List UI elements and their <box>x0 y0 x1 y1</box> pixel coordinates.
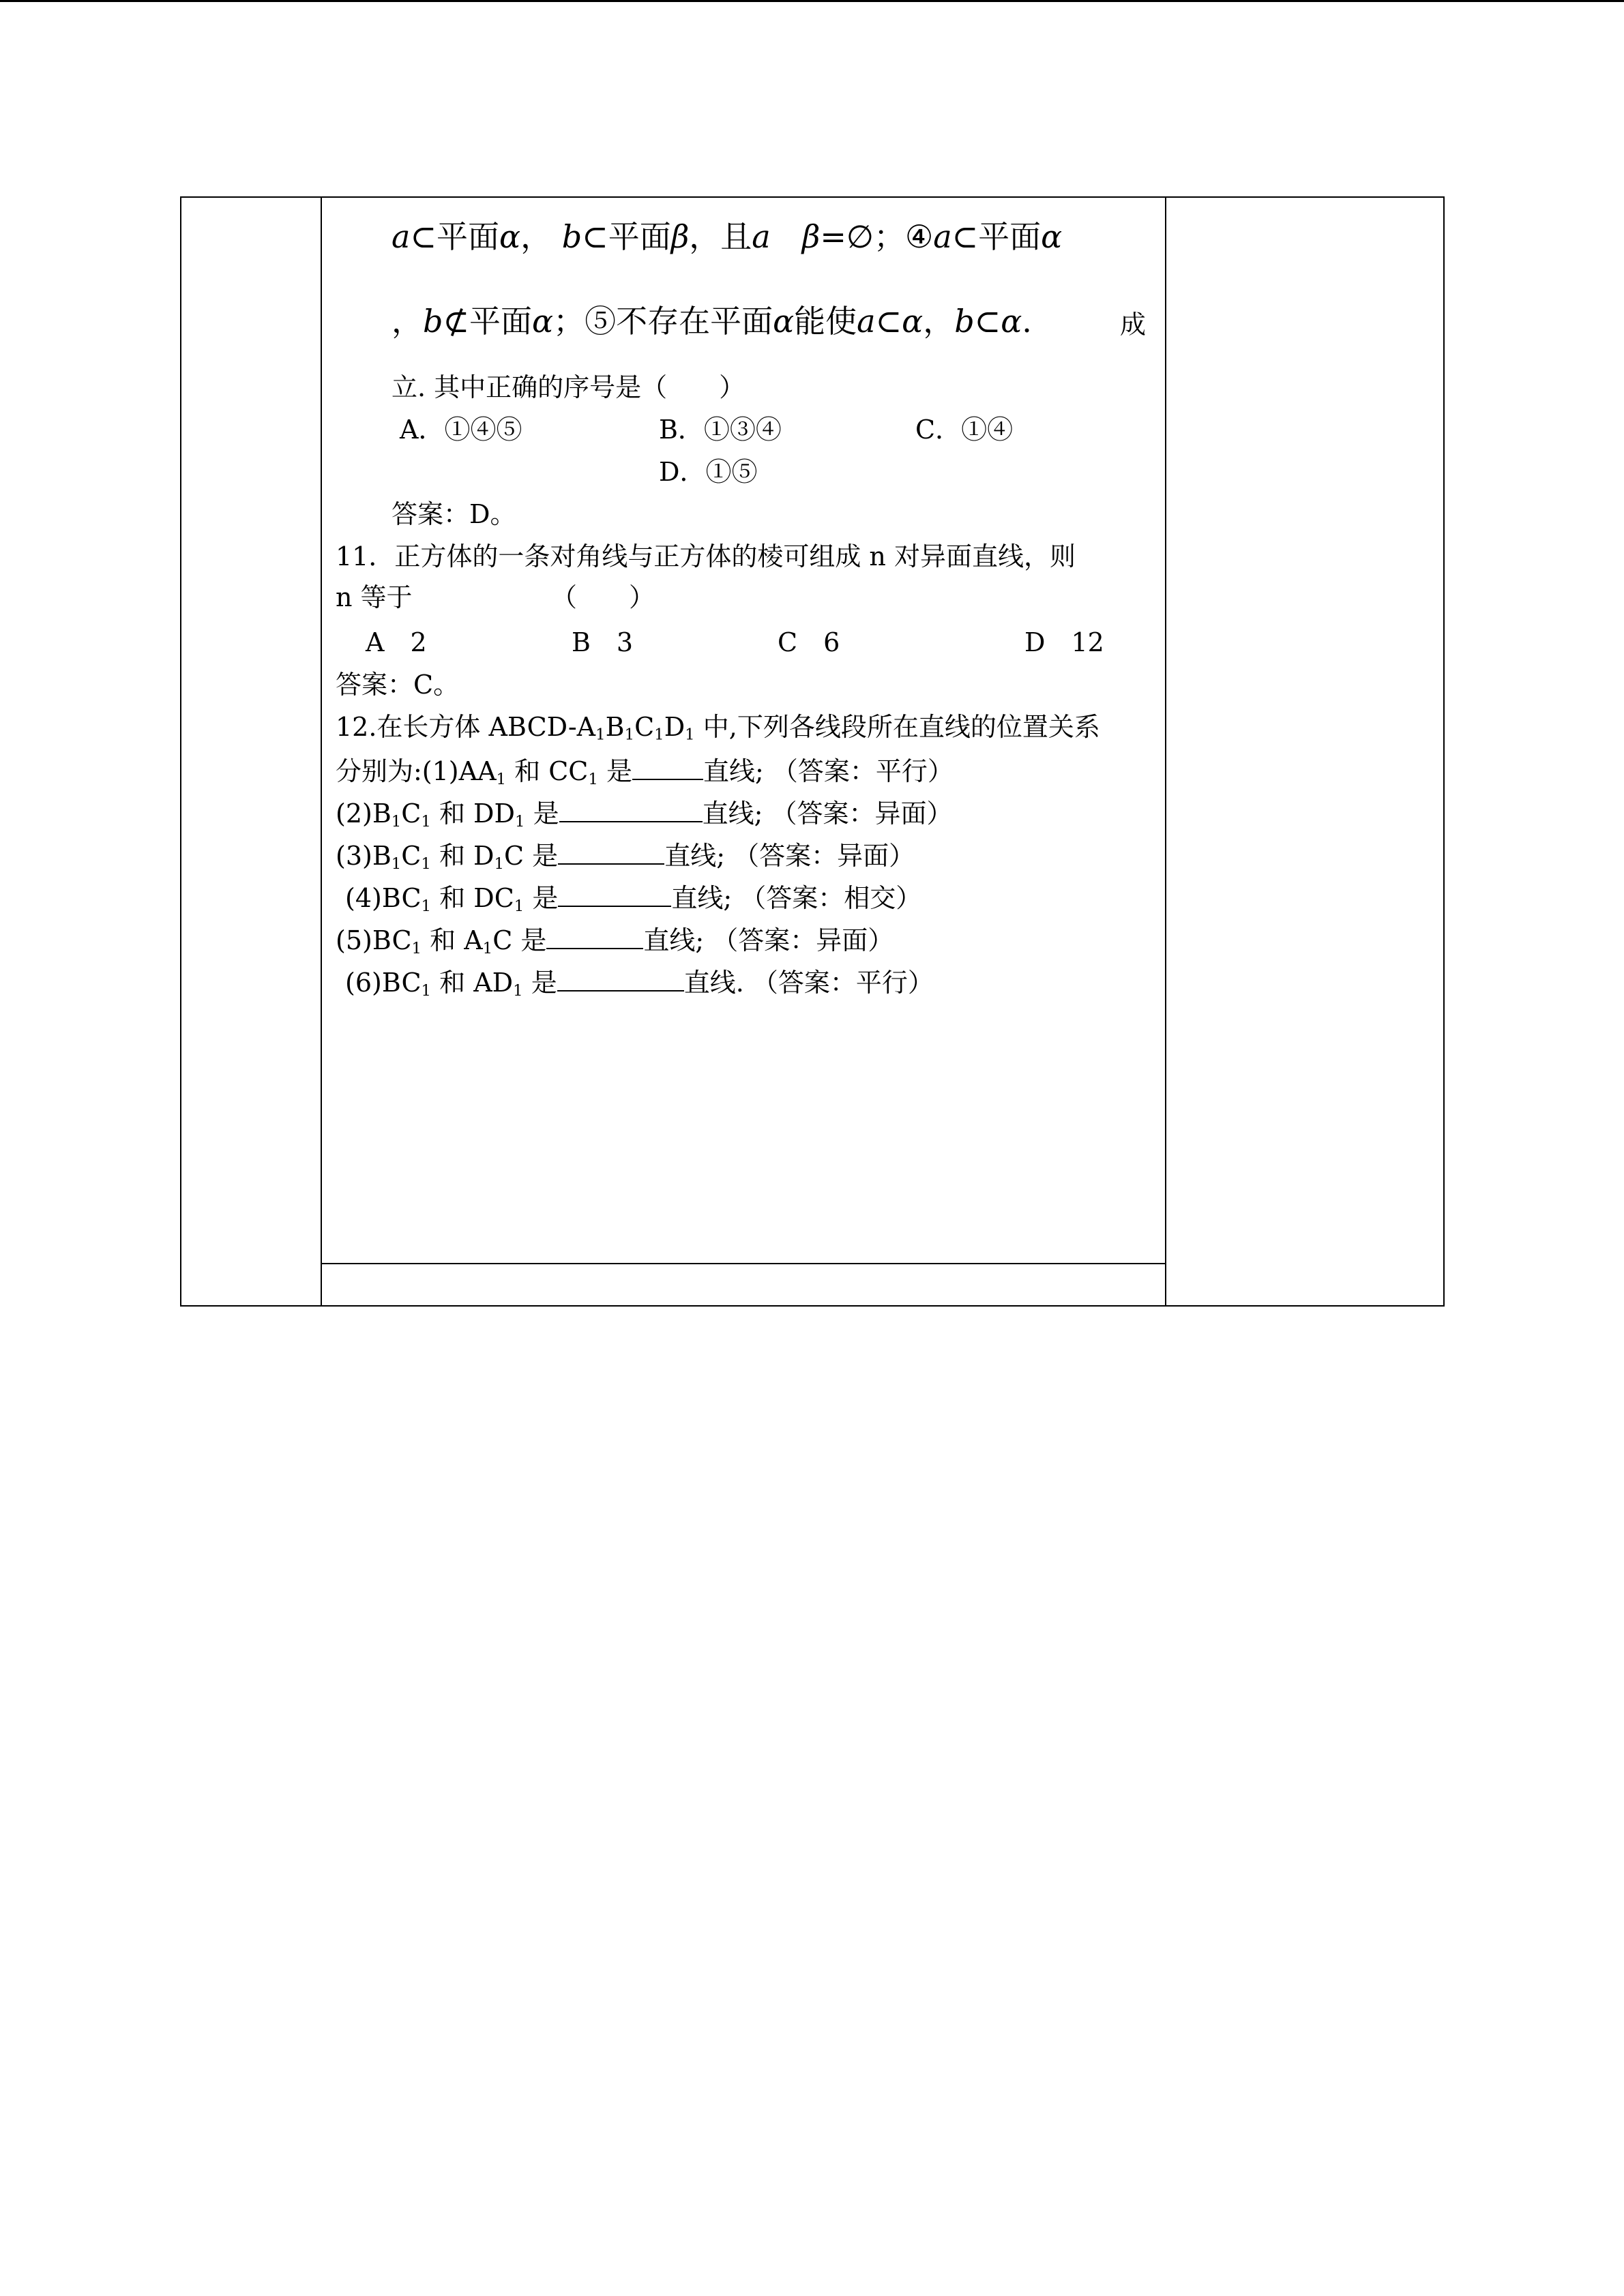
q11-option-a: A 2 <box>366 627 427 657</box>
q12-line-4: $(3)B_1C_1$ 和 $D_1C$ 是 直线; （答案：异面） <box>336 839 915 873</box>
q10-option-d: D．①⑤ <box>659 457 758 487</box>
q12-blank-6 <box>557 966 684 992</box>
q12-line-5: $(4)BC_1$ 和 $DC_1$ 是 直线; （答案：相交） <box>345 881 921 915</box>
q11-line-1: 11．正方体的一条对角线与正方体的棱可组成 n 对异面直线，则 <box>336 541 1076 571</box>
q10-line-1: a⊂平面α， b⊂平面β，且a β=∅；④a⊂平面α <box>392 218 1063 255</box>
lesson-table <box>180 196 1445 1307</box>
table-right-column <box>1165 198 1443 1305</box>
table-left-column <box>181 198 322 1305</box>
q10-option-b: B．①③④ <box>659 415 782 445</box>
q12-blank-1 <box>632 754 703 780</box>
q12-line-6: $(5)BC_1$ 和 $A_1C$ 是 直线; （答案：异面） <box>336 923 894 957</box>
q12-blank-5 <box>546 923 643 949</box>
q12-blank-2 <box>559 796 703 822</box>
page-top-border <box>0 0 1624 2</box>
q12-line-2: 分别为$:(1)AA_1$ 和 $CC_1$ 是 直线; （答案：平行） <box>336 754 954 788</box>
table-content-column <box>322 198 1165 1305</box>
q11-line-2b: （ ） <box>551 582 655 612</box>
q10-line-2-end: 成 <box>1120 310 1147 340</box>
table-row-divider <box>322 1263 1165 1264</box>
q12-blank-3 <box>558 839 664 865</box>
q10-line-3: 立. 其中正确的序号是（ ） <box>392 372 745 402</box>
q12-line-1: 12.在长方体 ABCD-$A_1B_1C_1D_1$ 中,下列各线段所在直线的位置关系 <box>336 712 1100 744</box>
q10-option-a: A．①④⑤ <box>400 415 522 445</box>
q11-option-c: C 6 <box>778 627 840 657</box>
q11-option-d: D 12 <box>1024 627 1104 657</box>
q10-option-c: C．①④ <box>915 415 1014 445</box>
q12-line-7: $(6)BC_1$ 和 $AD_1$ 是 直线. （答案：平行） <box>345 966 934 1000</box>
q11-option-b: B 3 <box>572 627 634 657</box>
q11-line-2a: n 等于 <box>336 582 413 612</box>
q12-blank-4 <box>558 881 671 907</box>
q10-line-2: ，b⊄平面α；⑤不存在平面α能使a⊂α，b⊂α. <box>392 303 1032 340</box>
q12-line-3: $(2)B_1C_1$ 和 $DD_1$ 是 直线; （答案：异面） <box>336 796 952 831</box>
q10-answer: 答案：D。 <box>392 499 516 529</box>
q11-answer: 答案：C。 <box>336 670 460 700</box>
